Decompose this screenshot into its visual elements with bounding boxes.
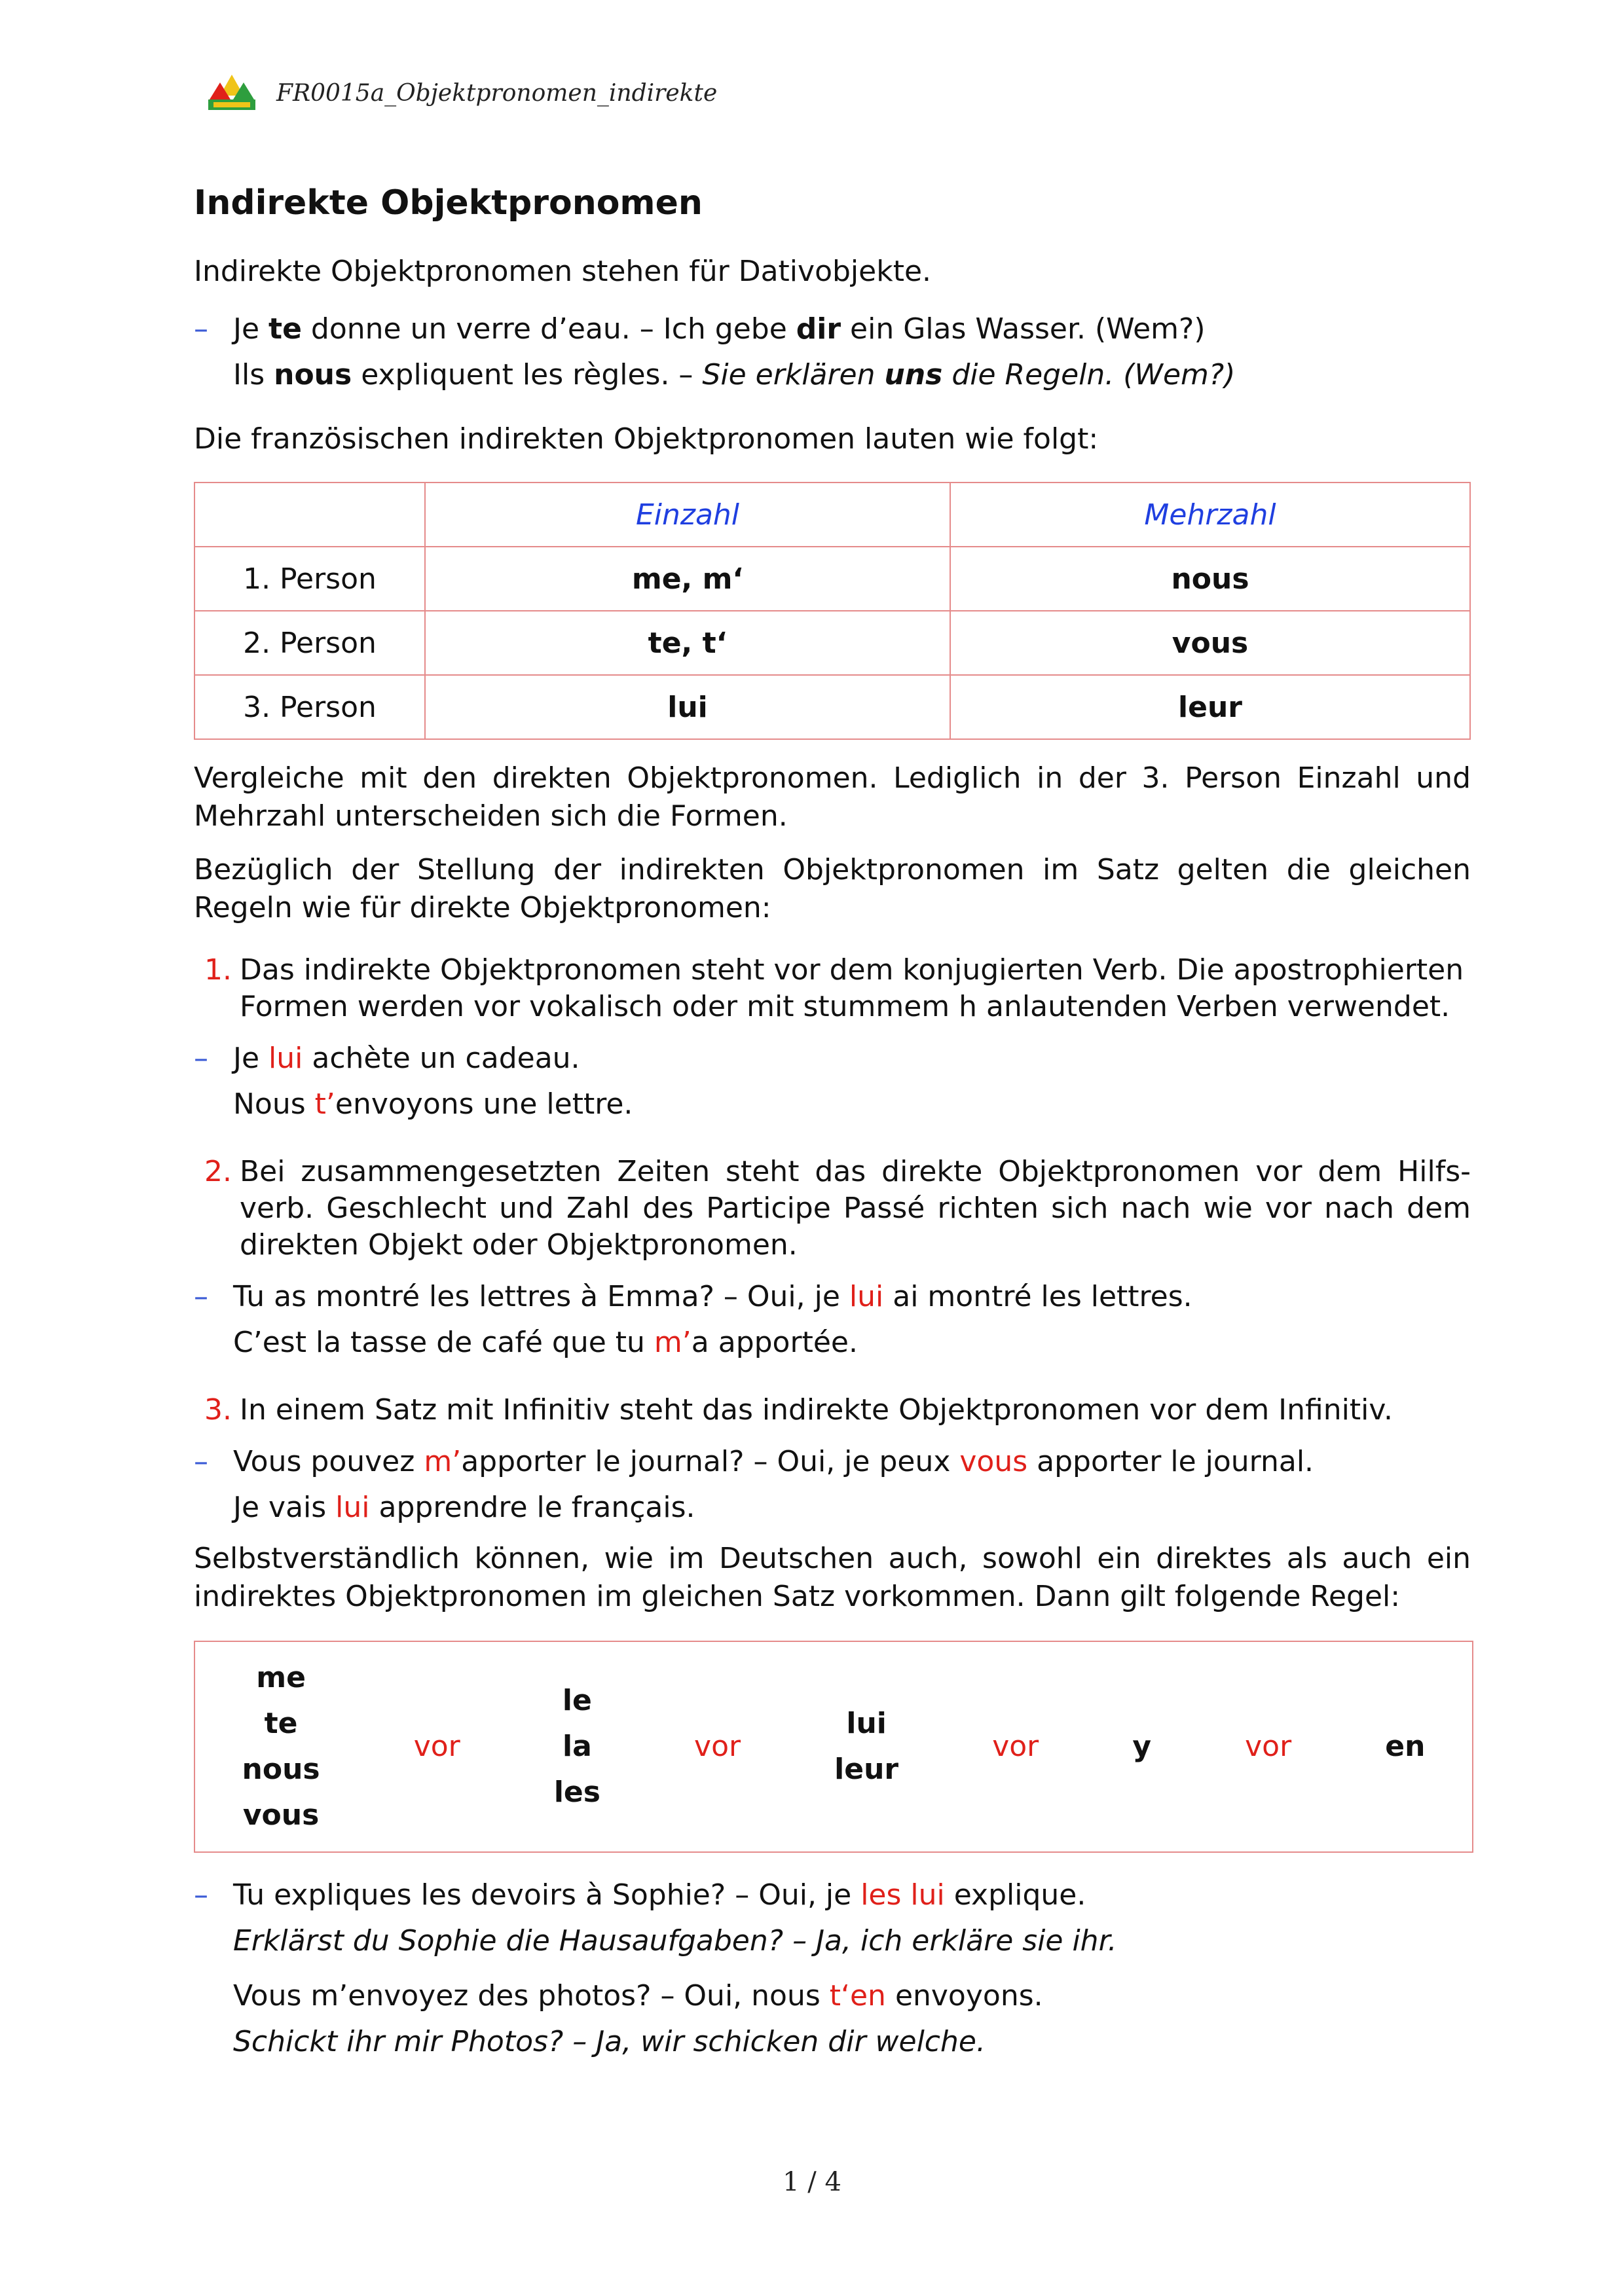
table-row: [194, 611, 1470, 675]
table-header-cell: Einzahl: [425, 483, 950, 547]
dash-bullet: –: [194, 312, 208, 346]
table-cell: lui: [425, 675, 950, 739]
table-cell: 3. Person: [194, 675, 425, 739]
example-line: Ils nous expliquent les règles. – Sie erklären uns die Regeln. (Wem?): [233, 358, 1236, 392]
table-cell: vous: [950, 611, 1470, 675]
example-block-rule-1: [194, 1036, 1471, 1127]
pronoun-order-box: [194, 1641, 1473, 1853]
example-line: Vous pouvez m’apporter le journal? – Oui, je peux vous apporter le journal.: [233, 1445, 1314, 1478]
dash-bullet: –: [194, 1445, 208, 1478]
both-pronouns-paragraph: Selbstverständlich können, wie im Deutschen auch, sowohl ein direktes als auch ein indirektes Objektpronomen im gleichen Satz vorkommen. Dann gilt folgende Regel:: [194, 1542, 1471, 1613]
rule-text: Das indirekte Objektpronomen steht vor dem konjugierten Verb. Die apostrophierten Formen werden vor vokalisch oder mit stummem h anlautenden Verben verwendet.: [240, 953, 1464, 1023]
example-block-rule-2: [194, 1274, 1471, 1366]
compare-paragraph: Vergleiche mit den direkten Objektpronomen. Lediglich in der 3. Person Einzahl und Mehrzahl unterscheiden sich die Formen.: [194, 761, 1471, 833]
example-line: Je lui achète un cadeau.: [233, 1042, 580, 1075]
example-line: Je vais lui apprendre le français.: [233, 1491, 695, 1524]
dash-bullet: –: [194, 1280, 208, 1313]
rule-number: 1.: [204, 953, 232, 987]
rule-text: Bei zusammengesetzten Zeiten steht das direkte Objektpronomen vor dem Hilfs-verb. Geschlecht und Zahl des Participe Passé richten sich nach wie vor nach dem direkten Objekt oder Objektpronomen.: [240, 1155, 1471, 1262]
table-cell: 1. Person: [194, 547, 425, 611]
table-cell: me, m‘: [425, 547, 950, 611]
order-group-3: lui leur: [834, 1707, 899, 1786]
translation-line: Erklärst du Sophie die Hausaufgaben? – Ja, ich erkläre sie ihr.: [233, 1924, 1117, 1958]
order-group-5: en: [1385, 1730, 1426, 1763]
order-vor: vor: [413, 1730, 460, 1763]
order-vor: vor: [694, 1730, 741, 1763]
dash-bullet: –: [194, 1042, 208, 1075]
translation-line: Schickt ihr mir Photos? – Ja, wir schicken dir welche.: [233, 2025, 986, 2058]
page-title: Indirekte Objektpronomen: [194, 183, 703, 223]
rule-text: In einem Satz mit Infinitiv steht das indirekte Objektpronomen vor dem Infinitiv.: [240, 1393, 1393, 1427]
order-group-4: y: [1132, 1730, 1152, 1763]
lernwelt-logo-icon: [204, 73, 259, 113]
table-header-cell: Mehrzahl: [950, 483, 1470, 547]
example-block-rule-3: [194, 1439, 1471, 1531]
rule-number: 2.: [204, 1155, 232, 1188]
example-line: Nous t’envoyons une lettre.: [233, 1087, 633, 1121]
page-number: 1 / 4: [783, 2167, 841, 2197]
rule-item: [194, 952, 1471, 1025]
rule-item: [194, 1154, 1471, 1264]
table-row: [194, 547, 1470, 611]
rule-item: [194, 1392, 1471, 1429]
example-line: Je te donne un verre d’eau. – Ich gebe dir ein Glas Wasser. (Wem?): [233, 312, 1206, 346]
table-cell: leur: [950, 675, 1470, 739]
order-group-2: le la les: [553, 1684, 600, 1809]
page-header: [204, 73, 717, 113]
example-line: Tu as montré les lettres à Emma? – Oui, je lui ai montré les lettres.: [233, 1280, 1192, 1313]
table-intro: Die französischen indirekten Objektpronomen lauten wie folgt:: [194, 422, 1099, 456]
main-content: [194, 183, 1471, 2065]
example-line: Vous m’envoyez des photos? – Oui, nous t‘en envoyons.: [233, 1979, 1043, 2013]
order-group-1: me te nous vous: [242, 1661, 320, 1832]
table-header-cell: [194, 483, 425, 547]
intro-text: Indirekte Objektpronomen stehen für Dativobjekte.: [194, 255, 931, 288]
example-line: Tu expliques les devoirs à Sophie? – Oui, je les lui explique.: [233, 1878, 1086, 1912]
document-id: FR0015a_Objektpronomen_indirekte: [276, 79, 718, 107]
table-header-row: [194, 483, 1470, 547]
example-line: C’est la tasse de café que tu m’a apportée.: [233, 1326, 858, 1359]
example-block-final: [194, 1872, 1471, 2065]
example-block-intro: [194, 306, 1471, 398]
order-vor: vor: [992, 1730, 1039, 1763]
table-row: [194, 675, 1470, 739]
table-cell: 2. Person: [194, 611, 425, 675]
position-paragraph: Bezüglich der Stellung der indirekten Objektpronomen im Satz gelten die gleichen Regeln wie für direkte Objektpronomen:: [194, 853, 1471, 924]
rule-number: 3.: [204, 1393, 232, 1427]
dash-bullet: –: [194, 1878, 208, 1912]
table-cell: nous: [950, 547, 1470, 611]
table-cell: te, t‘: [425, 611, 950, 675]
pronoun-table: [194, 482, 1471, 740]
order-vor: vor: [1245, 1730, 1292, 1763]
